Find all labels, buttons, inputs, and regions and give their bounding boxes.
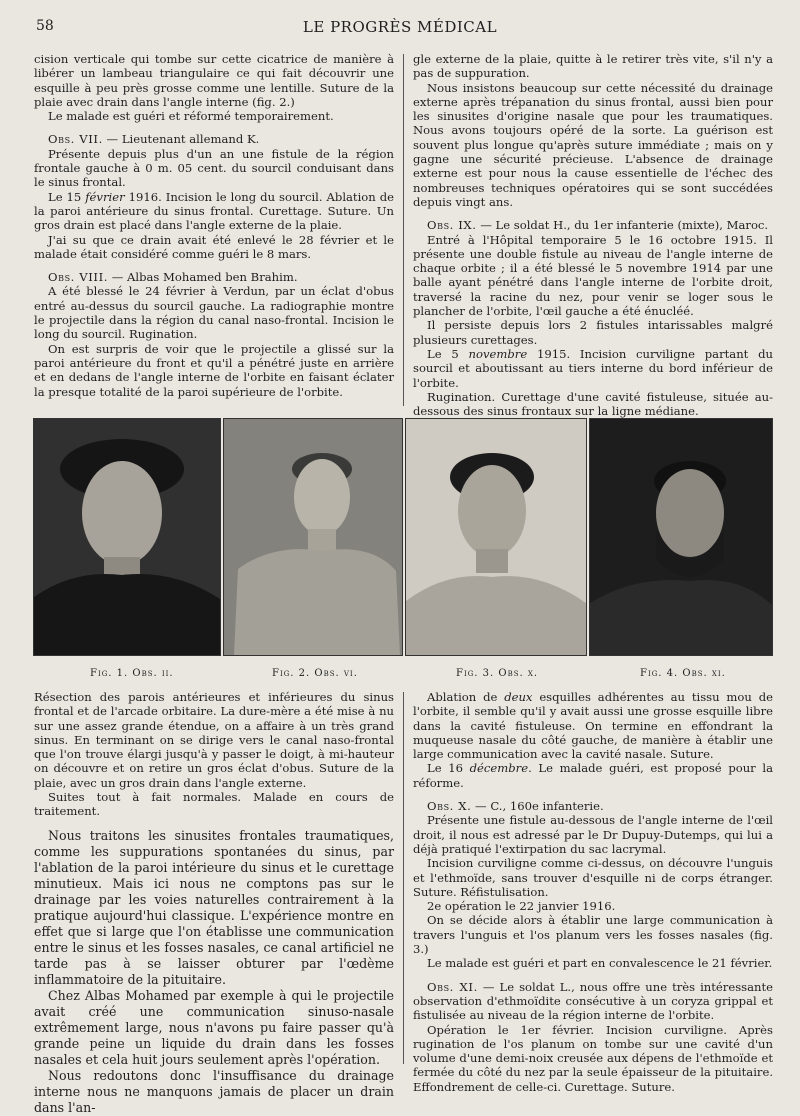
paragraph: Chez Albas Mohamed par exemple à qui le projectile avait créé une communication sinuso-nasale extrêmement large, nous n'avons pu faire passer qu'à grande peine un liquide du drain dans les fosses nasales et cela huit jours seulement après l'opération. [34, 987, 394, 1067]
portrait-photo-1 [33, 418, 221, 656]
top-left-column [34, 52, 394, 399]
bottom-right-column [413, 690, 773, 1094]
paragraph: Le 15 février 1916. Incision le long du sourcil. Ablation de la paroi antérieure du sinus frontal. Curettage. Suture. Un gros drain est placé dans l'angle externe de la plaie. [34, 189, 395, 233]
paragraph: Présente depuis plus d'un an une fistule de la région frontale gauche à 0 m. 05 cent. du sourcil conduisant dans le sinus frontal. [34, 146, 394, 190]
figure-caption-4: Fig. 4. Obs. xi. [640, 668, 726, 679]
observation-heading: Obs. X. — C., 160e infanterie. [427, 799, 604, 814]
paragraph: Suites tout à fait normales. Malade en cours de traitement. [34, 790, 394, 819]
paragraph: Le malade est guéri et réformé temporairement. [48, 109, 334, 124]
figure-caption-3: Fig. 3. Obs. x. [456, 668, 539, 679]
paragraph: Entré à l'Hôpital temporaire 5 le 16 octobre 1915. Il présente une double fistule au niveau de l'angle interne de chaque orbite ; il a été blessé le 5 novembre 1914 par une balle ayant pénétré dans l'angle interne de l'orbite droit, traversé la racine du nez, pour venir se loger sous le plancher de l'orbite, l'œil gauche a été énucléé. [413, 232, 773, 319]
figure-caption-1: Fig. 1. Obs. ii. [90, 668, 174, 679]
paragraph: On se décide alors à établir une large communication à travers l'unguis et l'os planum vers les fosses nasales (fig. 3.) [413, 913, 773, 957]
figure-caption-2: Fig. 2. Obs. vi. [272, 668, 358, 679]
observation-heading: Obs. IX. — Le soldat H., du 1er infanterie (mixte), Maroc. [427, 218, 769, 233]
page-number: 58 [36, 18, 54, 34]
observation-heading: Obs. VII. — Lieutenant allemand K. [48, 132, 260, 147]
paragraph: Rugination. Curettage d'une cavité fistuleuse, située au-dessous des sinus frontaux sur la ligne médiane. [413, 389, 773, 419]
paragraph: Présente une fistule au-dessous de l'angle interne de l'œil droit, il nous est adressé par le Dr Dupuy-Dutemps, qui lui a déjà pratiqué l'extirpation du sac lacrymal. [413, 813, 773, 856]
paragraph: Le malade est guéri et part en convalescence le 21 février. [427, 956, 773, 971]
paragraph: Ablation de deux esquilles adhérentes au tissu mou de l'orbite, il semble qu'il y avait aussi une grosse esquille libre dans la cavité fistuleuse. On termine en effondrant la muqueuse nasale du côté gauche, de manière à établir une large communication avec la cavité nasale. Suture. [413, 690, 773, 762]
top-right-column [413, 52, 773, 418]
portrait-photo-4 [589, 418, 773, 656]
paragraph: Opération le 1er février. Incision curviligne. Après rugination de l'os planum on tombe sur une cavité d'un volume d'une demi-noix creusée aux dépens de l'ethmoïde et fermée du côté du nez par la seule épaisseur de la pituitaire. Effondrement de celle-ci. Curettage. Suture. [413, 1022, 773, 1094]
paragraph: Résection des parois antérieures et inférieures du sinus frontal et de l'arcade orbitaire. La dure-mère a été mise à nu sur une assez grande étendue, on a affaire à un très grand sinus. En terminant on se dirige vers le canal naso-frontal que l'on trouve élargi jusqu'à y passer le doigt, à mi-hauteur on découvre et on retire un gros éclat d'obus. Suture de la plaie, avec un gros drain dans l'angle externe. [34, 690, 394, 790]
paragraph: Incision curviligne comme ci-dessus, on découvre l'unguis et l'ethmoïde, sans trouver d'esquille ni de corps étranger. Suture. Réfistulisation. [413, 856, 773, 899]
column-divider [403, 54, 404, 406]
paragraph: On est surpris de voir que le projectile a glissé sur la paroi antérieure du front et qu'il a pénétré juste en arrière et en dedans de l'angle interne de l'orbite en faisant éclater la presque totalité de la paroi supérieure de l'orbite. [34, 341, 394, 399]
bottom-left-column [34, 690, 394, 1116]
paragraph: A été blessé le 24 février à Verdun, par un éclat d'obus entré au-dessus du sourcil gauche. La radiographie montre le projectile dans la région du canal naso-frontal. Incision le long du sourcil. Rugination. [34, 284, 394, 342]
paragraph: J'ai su que ce drain avait été enlevé le 28 février et le malade était considéré comme guéri le 8 mars. [34, 232, 394, 261]
portrait-photo-2 [223, 418, 403, 656]
paragraph: Nous redoutons donc l'insuffisance du drainage interne nous ne manquons jamais de placer un drain dans l'an- [34, 1067, 394, 1115]
column-divider [403, 692, 404, 1064]
paragraph: Nous insistons beaucoup sur cette nécessité du drainage externe après trépanation du sinus frontal, aussi bien pour les sinusites d'origine nasale que pour les traumatiques. Nous avons toujours opéré de la sorte. La guérison est souvent plus longue qu'après suture immédiate ; mais on y gagne une sécurité précieuse. L'absence de drainage externe est pour nous la cause essentielle de l'échec des nombreuses techniques opératoires qui se sont succédées depuis vingt ans. [413, 80, 773, 209]
observation-heading: Obs. XI. — Le soldat L., nous offre une très intéressante observation d'ethmoïdite consécutive à un coryza grippal et fistulisée au niveau de la région interne de l'orbite. [413, 979, 773, 1023]
observation-heading: Obs. VIII. — Albas Mohamed ben Brahim. [48, 270, 298, 285]
portrait-photo-3 [405, 418, 587, 656]
paragraph: cision verticale qui tombe sur cette cicatrice de manière à libérer un lambeau triangulaire ce qui fait découvrir une esquille à peu près grosse comme une lentille. Suture de la plaie avec drain dans l'angle interne (fig. 2.) [34, 52, 394, 109]
photo-plate [33, 418, 773, 656]
paragraph: Nous traitons les sinusites frontales traumatiques, comme les suppurations spontanées du sinus, par l'ablation de la paroi intérieure du sinus et le curettage minutieux. Mais ici nous ne comptons pas sur le drainage par les voies naturelles contrairement à la pratique aujourd'hui classique. L'expérience montre en effet que si large que l'on établisse une communication entre le sinus et les fosses nasales, ce canal artificiel ne tarde pas à se laisser obturer par l'œdème inflammatoire de la pituitaire. [34, 827, 394, 987]
paragraph: Le 16 décembre. Le malade guéri, est proposé pour la réforme. [413, 761, 773, 790]
paragraph: 2e opération le 22 janvier 1916. [427, 899, 616, 914]
paragraph: Le 5 novembre 1915. Incision curviligne partant du sourcil et aboutissant au tiers interne du bord inférieur de l'orbite. [413, 346, 774, 390]
page-header [30, 18, 770, 40]
paragraph: Il persiste depuis lors 2 fistules intarissables malgré plusieurs curettages. [413, 318, 773, 347]
journal-title: LE PROGRÈS MÉDICAL [302, 18, 498, 36]
paragraph: gle externe de la plaie, quitte à le retirer très vite, s'il n'y a pas de suppuration. [413, 52, 773, 81]
